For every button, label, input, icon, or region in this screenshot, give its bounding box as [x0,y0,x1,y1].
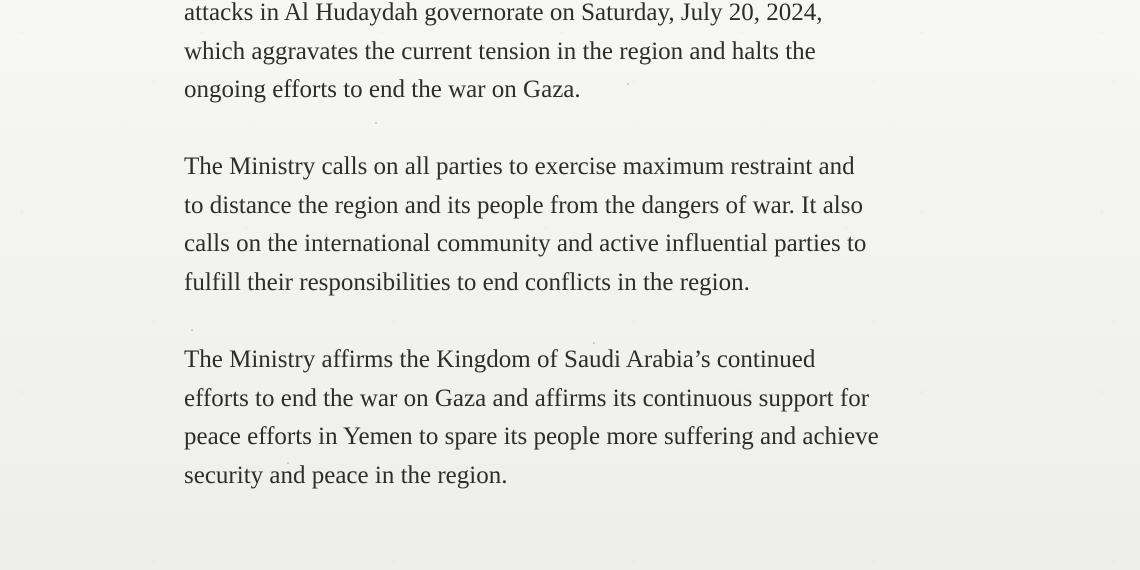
paragraph-restraint-call: The Ministry calls on all parties to exercise maximum restraint and to distance the region and its people from the dangers of war. It also calls on the international community and active influential parties to fulfill their responsibilities to end conflicts in the region. [184,153,867,297]
document-body [184,0,957,496]
paragraph-continued-efforts: The Ministry affirms the Kingdom of Saudi Arabia’s continued efforts to end the war on Gaza and affirms its continuous support for peace efforts in Yemen to spare its people more suffering and achieve security and peace in the region. [184,346,879,489]
paragraph-attacks-statement: attacks in Al Hudaydah governorate on Saturday, July 20, 2024, which aggravates the current tension in the region and halts the ongoing efforts to end the war on Gaza. [184,0,823,104]
